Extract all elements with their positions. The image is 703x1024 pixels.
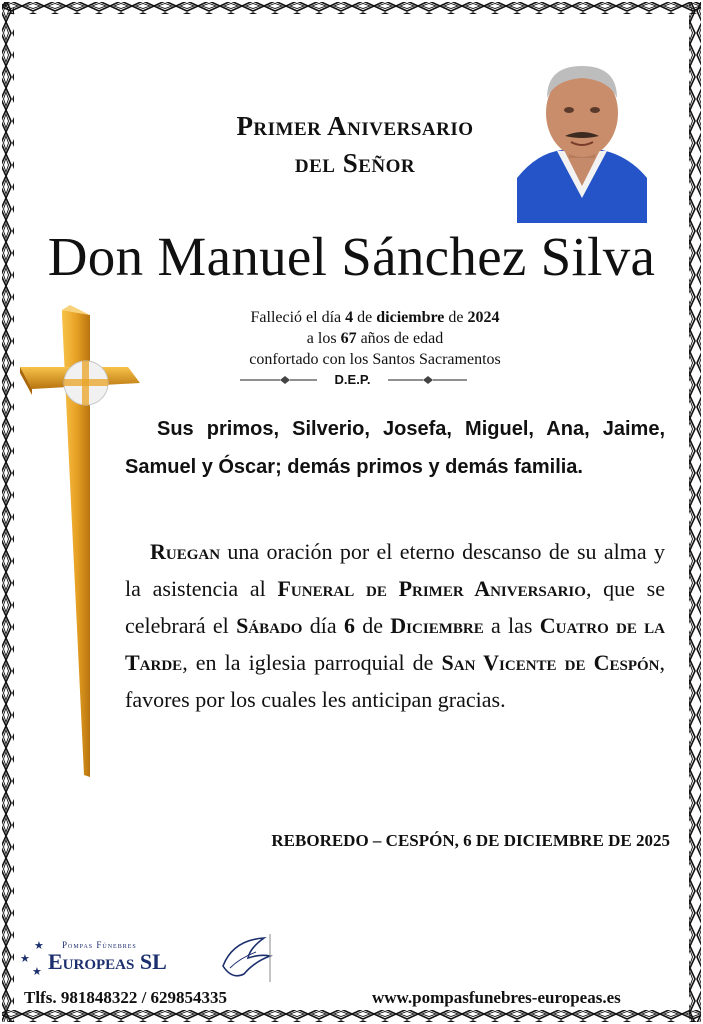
death-month: diciembre: [376, 309, 445, 326]
dep-text: D.E.P.: [334, 372, 371, 387]
funeral-time: Cuatro de la Tarde: [125, 613, 666, 675]
death-date-sep1: de: [353, 309, 377, 326]
heading-line-2: del Señor: [294, 148, 416, 178]
prayer-text-1: una oración por el eterno descanso de su alma y la asistencia al: [125, 539, 665, 601]
age-line: [175, 328, 575, 349]
prayer-text-3: día: [302, 613, 344, 638]
death-day: 4: [345, 309, 354, 326]
anniversary-heading: [140, 108, 570, 182]
death-details: [175, 307, 575, 370]
svg-text:★: ★: [34, 940, 44, 952]
funeral-day: 6: [343, 613, 355, 638]
death-date-prefix: Falleció el día: [250, 309, 346, 326]
dep-ornament: [235, 371, 470, 391]
logo-small-text: Pompas Fúnebres: [62, 940, 137, 950]
prayer-text-7: , favores por los cuales les anticipan gracias.: [125, 650, 665, 712]
deceased-photo: [517, 58, 647, 223]
age-prefix: a los: [306, 330, 341, 347]
death-year: 2024: [467, 309, 500, 326]
logo-company-name: Europeas SL: [48, 949, 167, 974]
church-name: San Vicente de Cespón: [441, 650, 660, 675]
sacraments-line: confortado con los Santos Sacramentos: [249, 351, 501, 368]
death-date-line: [175, 307, 575, 328]
funeral-weekday: Sábado: [236, 613, 303, 638]
ruegan-word: Ruegan: [150, 539, 221, 564]
phone-numbers: Tlfs. 981848322 / 629854335: [24, 988, 228, 1007]
funeral-type: Funeral de Primer Aniversario: [277, 576, 586, 601]
svg-text:★: ★: [20, 953, 30, 965]
death-date-sep2: de: [444, 309, 468, 326]
website-link[interactable]: www.pompasfunebres-europeas.es: [372, 988, 621, 1007]
company-logo: [18, 932, 278, 987]
svg-text:★: ★: [32, 966, 42, 978]
deceased-name: Don Manuel Sánchez Silva: [47, 226, 656, 287]
prayer-text-2: , que se celebrará el: [125, 576, 665, 638]
family-text: Sus primos, Silverio, Josefa, Miguel, Ana, Jaime, Samuel y Óscar; demás primos y demás familia.: [125, 418, 665, 478]
age-years: 67: [340, 330, 357, 347]
funeral-month: Diciembre: [390, 613, 484, 638]
prayer-text-5: a las: [483, 613, 540, 638]
prayer-paragraph: [125, 533, 665, 718]
place-date: REBOREDO – CESPÓN, 6 DE DICIEMBRE DE 2025: [271, 831, 670, 850]
age-suffix: años de edad: [356, 330, 444, 347]
prayer-text-4: de: [354, 613, 391, 638]
heading-line-1: Primer Aniversario: [236, 111, 474, 141]
prayer-text-6: , en la iglesia parroquial de: [182, 650, 442, 675]
